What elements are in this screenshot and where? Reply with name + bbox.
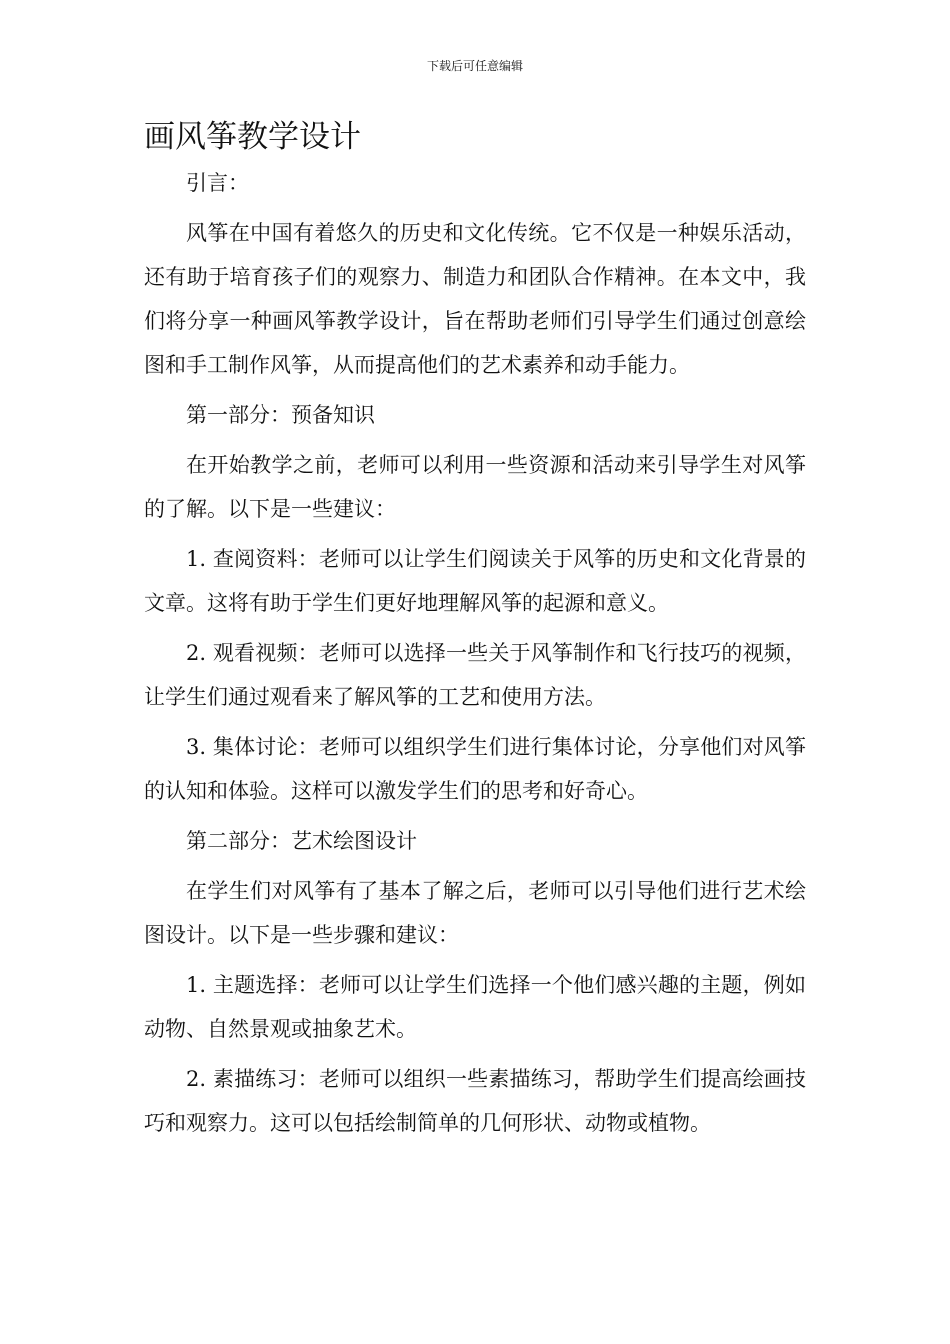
list-item-discussion: 3. 集体讨论：老师可以组织学生们进行集体讨论，分享他们对风筝的认知和体验。这样可以激发学生们的思考和好奇心。 [144,735,806,803]
list-item-theme: 1. 主题选择：老师可以让学生们选择一个他们感兴趣的主题，例如动物、自然景观或抽象艺术。 [144,973,806,1041]
document-body [144,161,806,1151]
document-title: 画风筝教学设计 [144,119,361,155]
paragraph-part-one-intro: 在开始教学之前，老师可以利用一些资源和活动来引导学生对风筝的了解。以下是一些建议： [144,453,806,521]
paragraph-intro: 风筝在中国有着悠久的历史和文化传统。它不仅是一种娱乐活动，还有助于培育孩子们的观察力、制造力和团队合作精神。在本文中，我们将分享一种画风筝教学设计，旨在帮助老师们引导学生们通过创意绘图和手工制作风筝，从而提高他们的艺术素养和动手能力。 [144,221,806,377]
paragraph-part-two-intro: 在学生们对风筝有了基本了解之后，老师可以引导他们进行艺术绘图设计。以下是一些步骤和建议： [144,879,806,947]
list-item-video: 2. 观看视频：老师可以选择一些关于风筝制作和飞行技巧的视频，让学生们通过观看来了解风筝的工艺和使用方法。 [144,641,806,709]
list-item-sketch: 2. 素描练习：老师可以组织一些素描练习，帮助学生们提高绘画技巧和观察力。这可以包括绘制简单的几何形状、动物或植物。 [144,1067,806,1135]
header-note: 下载后可任意编辑 [426,59,523,73]
section-heading-part-two: 第二部分：艺术绘图设计 [186,829,417,853]
paragraph-intro-heading: 引言： [186,171,249,195]
list-item-research: 1. 查阅资料：老师可以让学生们阅读关于风筝的历史和文化背景的文章。这将有助于学生们更好地理解风筝的起源和意义。 [144,547,806,615]
section-heading-part-one: 第一部分：预备知识 [186,403,375,427]
